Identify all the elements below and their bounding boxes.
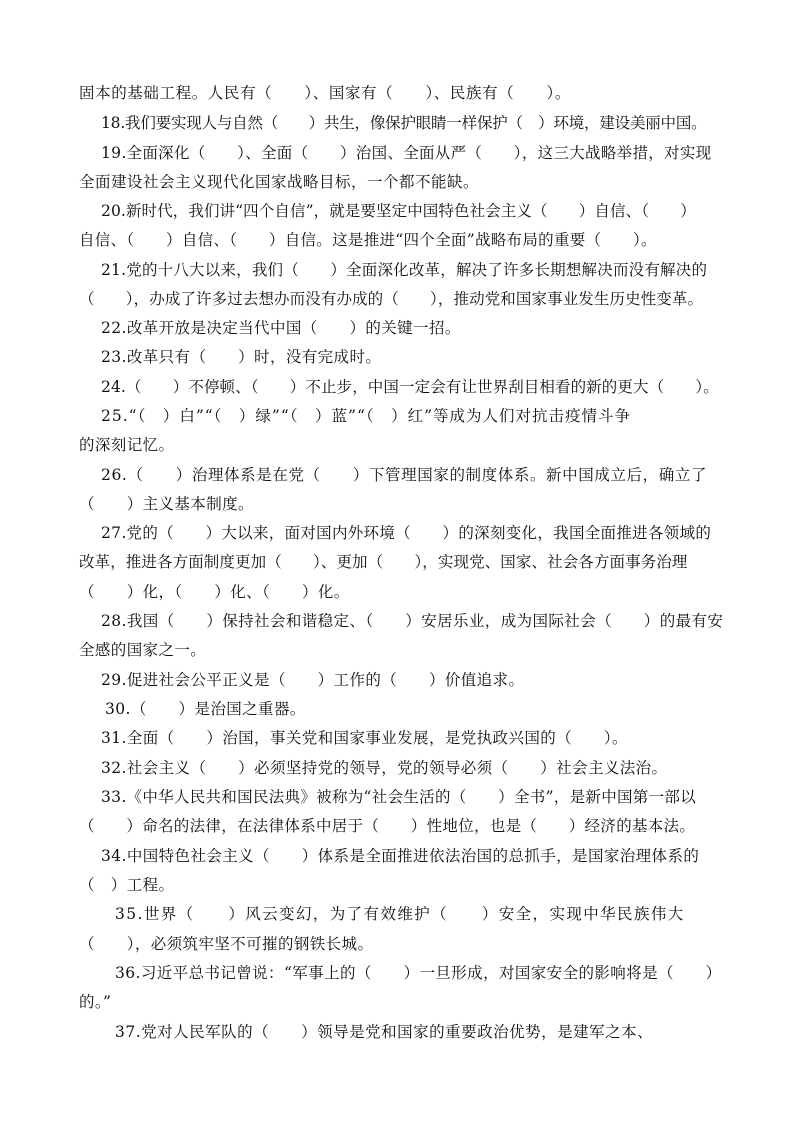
question-25: 25.“（ ）白”“（ ）绿”“（ ）蓝”“（ ）红”等成为人们对抗击疫情斗争 — [101, 407, 632, 425]
question-36: 36.习近平总书记曾说：“军事上的（ ）一旦形成，对国家安全的影响将是（ ） — [115, 964, 722, 982]
text-line: （ ）化，（ ）化、（ ）化。 — [79, 583, 350, 601]
text-line: （ ）命名的法律，在法律体系中居于（ ）性地位，也是（ ）经济的基本法。 — [79, 817, 696, 835]
question-23: 23.改革只有（ ）时，没有完成时。 — [101, 348, 382, 366]
question-28: 28.我国（ ）保持社会和谐稳定、（ ）安居乐业，成为国际社会（ ）的最有安 — [101, 612, 724, 630]
text-line: （ ）工程。 — [79, 876, 175, 894]
text-line: （ ）主义基本制度。 — [79, 495, 254, 513]
question-30: 30.（ ）是治国之重器。 — [105, 700, 306, 718]
text-line: （ ），办成了许多过去想办而没有办成的（ ），推动党和国家事业发生历史性变革。 — [79, 290, 704, 308]
question-37: 37.党对人民军队的（ ）领导是党和国家的重要政治优势，是建军之本、 — [115, 1023, 654, 1041]
text-line: （ ），必须筑牢坚不可摧的钢铁长城。 — [79, 935, 374, 953]
question-21: 21.党的十八大以来，我们（ ）全面深化改革，解决了许多长期想解决而没有解决的 — [101, 261, 708, 279]
text-line: 全面建设社会主义现代化国家战略目标，一个都不能缺。 — [79, 173, 480, 191]
question-29: 29.促进社会公平正义是（ ）工作的（ ）价值追求。 — [101, 671, 525, 689]
question-26: 26.（ ）治理体系是在党（ ）下管理国家的制度体系。新中国成立后，确立了 — [101, 466, 708, 484]
question-31: 31.全面（ ）治国，事关党和国家事业发展，是党执政兴国的（ ）。 — [101, 729, 628, 747]
text-line: 的。” — [79, 993, 112, 1011]
text-line: 固本的基础工程。人民有（ ）、国家有（ ）、民族有（ ）。 — [79, 84, 571, 102]
question-32: 32.社会主义（ ）必须坚持党的领导，党的领导必须（ ）社会主义法治。 — [101, 759, 668, 777]
question-27: 27.党的（ ）大以来，面对国内外环境（ ）的深刻变化，我国全面推进各领域的 — [101, 524, 712, 542]
question-22: 22.改革开放是决定当代中国（ ）的关键一招。 — [101, 319, 461, 337]
text-line: 的深刻记忆。 — [79, 436, 175, 454]
question-20: 20.新时代，我们讲“四个自信”，就是要坚定中国特色社会主义（ ）自信、（ ） — [101, 202, 696, 220]
text-line: 自信、（ ）自信、（ ）自信。这是推进“四个全面”战略布局的重要（ ）。 — [79, 231, 657, 249]
question-24: 24.（ ）不停顿、（ ）不止步，中国一定会有让世界刮目相看的新的更大（ ）。 — [101, 378, 719, 396]
question-34: 34.中国特色社会主义（ ）体系是全面推进依法治国的总抓手，是国家治理体系的 — [101, 847, 700, 865]
question-35: 35.世界（ ）风云变幻，为了有效维护（ ）安全，实现中华民族伟大 — [115, 905, 685, 923]
text-line: 改革，推进各方面制度更加（ ）、更加（ ），实现党、国家、社会各方面事务治理 — [79, 553, 688, 571]
text-line: 全感的国家之一。 — [79, 641, 207, 659]
question-19: 19.全面深化（ ）、全面（ ）治国、全面从严（ ），这三大战略举措，对实现 — [101, 144, 712, 162]
question-18: 18.我们要实现人与自然（ ）共生，像保护眼睛一样保护（ ）环境，建设美丽中国。 — [101, 114, 707, 132]
question-33: 33.《中华人民共和国民法典》被称为“社会生活的（ ）全书”，是新中国第一部以 — [101, 788, 697, 806]
